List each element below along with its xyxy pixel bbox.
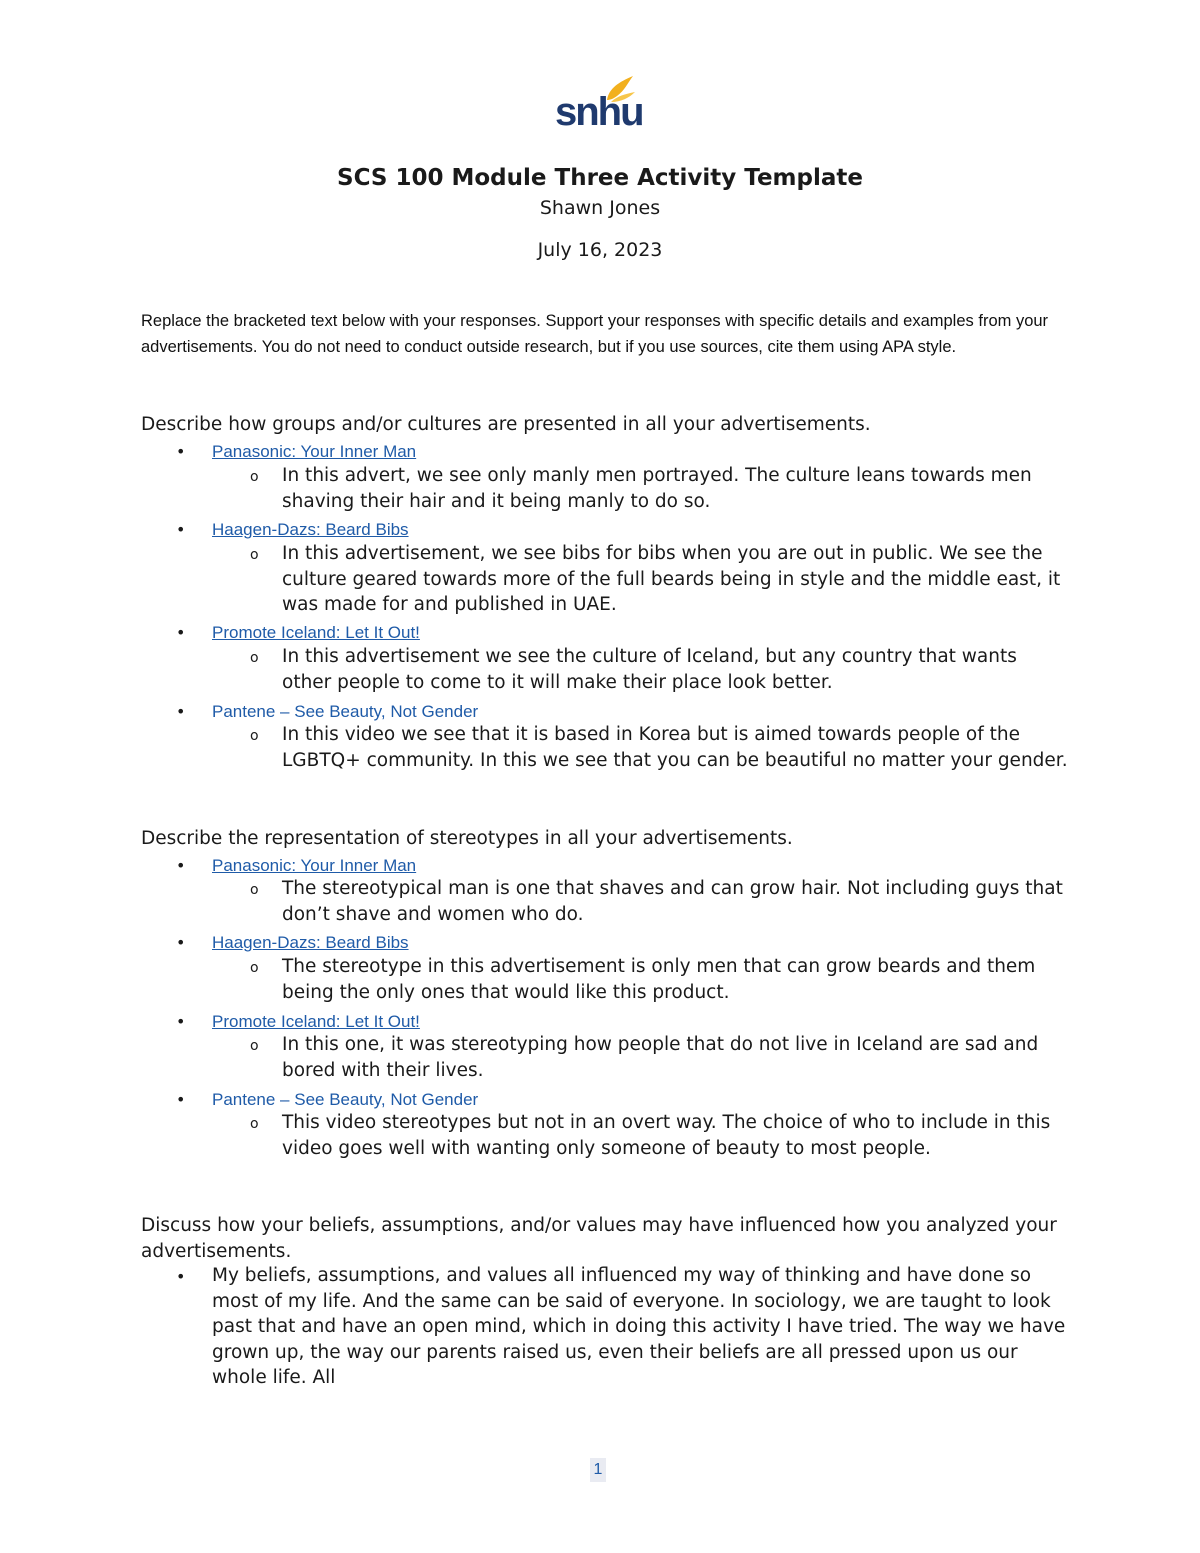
- document-title: SCS 100 Module Three Activity Template: [337, 165, 863, 191]
- response-text: My beliefs, assumptions, and values all influenced my way of thinking and have done so most of my life. And the same can be said of everyone. In sociology, we are taught to look past that and have an open mind, which in doing this activity I have tried. The way we have grown up, the way our parents raised us, even their beliefs are all pressed upon us our whole life. All: [212, 1265, 1066, 1388]
- sub-bullet-icon: o: [250, 1116, 259, 1132]
- sub-bullet-icon: o: [250, 960, 259, 976]
- sub-bullet-icon: o: [250, 650, 259, 666]
- sub-bullet-icon: o: [250, 1038, 259, 1054]
- page-number: 1: [590, 1458, 606, 1482]
- document-date: July 16, 2023: [537, 239, 663, 261]
- bullet-icon: •: [176, 1267, 186, 1286]
- bullet-icon: •: [176, 520, 186, 539]
- logo-wordmark: snhu: [555, 90, 643, 134]
- response-text: The stereotypical man is one that shaves and can grow hair. Not including guys that don’t shave and women who do.: [282, 878, 1063, 925]
- ad-link-panasonic[interactable]: Panasonic: Your Inner Man: [212, 442, 417, 461]
- bullet-icon: •: [176, 933, 186, 952]
- response-text: In this video we see that it is based in Korea but is aimed towards people of the LGBTQ+ community. In this we see that you can be beautiful no matter your gender.: [282, 724, 1068, 771]
- sub-bullet-icon: o: [250, 547, 259, 563]
- snhu-logo: [555, 74, 643, 134]
- response-text: In this advert, we see only manly men portrayed. The culture leans towards men shaving their hair and it being manly to do so.: [282, 465, 1032, 512]
- section-1-prompt: Describe how groups and/or cultures are presented in all your advertisements.: [141, 414, 871, 435]
- author-name: Shawn Jones: [539, 197, 661, 219]
- bullet-icon: •: [176, 702, 186, 721]
- response-text: In this advertisement, we see bibs for bibs when you are out in public. We see the culture geared towards more of the full beards being in style and the middle east, it was made for and published in UAE.: [282, 543, 1061, 616]
- response-text: In this advertisement we see the culture of Iceland, but any country that wants other people to come to it will make their place look better.: [282, 646, 1017, 693]
- ad-link-pantene[interactable]: Pantene – See Beauty, Not Gender: [212, 1090, 479, 1109]
- bullet-icon: •: [176, 1012, 186, 1031]
- ad-link-promote-iceland[interactable]: Promote Iceland: Let It Out!: [212, 623, 420, 642]
- section-3-prompt: Discuss how your beliefs, assumptions, and/or values may have influenced how you analyzed your advertisements.: [141, 1215, 1057, 1262]
- instructions: Replace the bracketed text below with your responses. Support your responses with specific details and examples from your advertisements. You do not need to conduct outside research, but if you use sources, cite them using APA style.: [141, 312, 1049, 356]
- bullet-icon: •: [176, 623, 186, 642]
- bullet-icon: •: [176, 1090, 186, 1109]
- ad-link-promote-iceland[interactable]: Promote Iceland: Let It Out!: [212, 1012, 420, 1031]
- bullet-icon: •: [176, 442, 186, 461]
- ad-link-pantene[interactable]: Pantene – See Beauty, Not Gender: [212, 702, 479, 721]
- ad-link-panasonic[interactable]: Panasonic: Your Inner Man: [212, 856, 417, 875]
- response-text: In this one, it was stereotyping how people that do not live in Iceland are sad and bored with their lives.: [282, 1034, 1039, 1081]
- bullet-icon: •: [176, 856, 186, 875]
- response-text: The stereotype in this advertisement is only men that can grow beards and them being the only ones that would like this product.: [282, 956, 1036, 1003]
- ad-link-haagen-dazs[interactable]: Haagen-Dazs: Beard Bibs: [212, 933, 409, 952]
- section-2-prompt: Describe the representation of stereotypes in all your advertisements.: [141, 828, 793, 849]
- sub-bullet-icon: o: [250, 728, 259, 744]
- sub-bullet-icon: o: [250, 469, 259, 485]
- response-text: This video stereotypes but not in an overt way. The choice of who to include in this video goes well with wanting only someone of beauty to most people.: [282, 1112, 1051, 1159]
- ad-link-haagen-dazs[interactable]: Haagen-Dazs: Beard Bibs: [212, 520, 409, 539]
- sub-bullet-icon: o: [250, 882, 259, 898]
